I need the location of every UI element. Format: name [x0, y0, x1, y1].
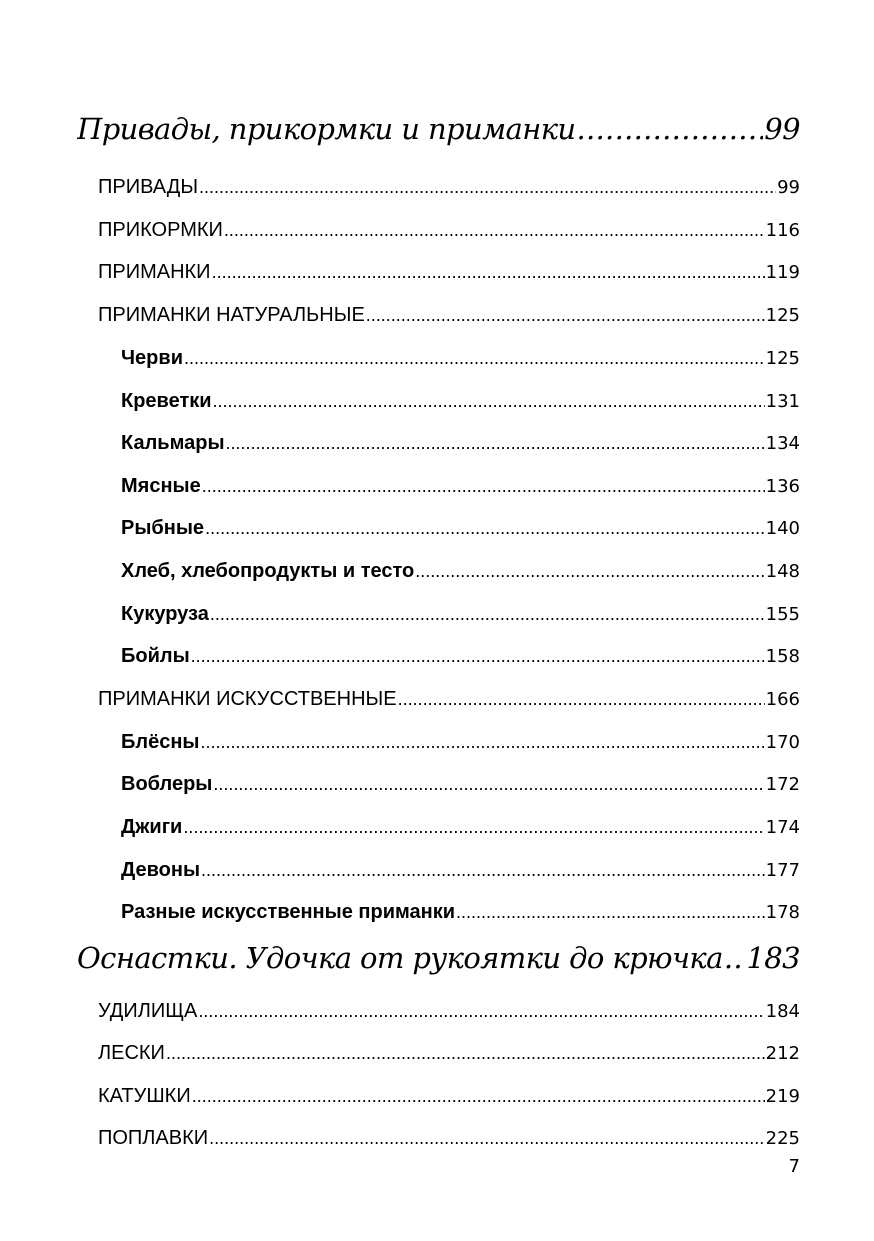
- toc-subsection-entry[interactable]: [121, 603, 800, 626]
- toc-subsection-entry[interactable]: [121, 475, 800, 498]
- toc-entry-page: 170: [765, 732, 800, 753]
- toc-section-entry[interactable]: [98, 176, 800, 199]
- dot-leader: [213, 391, 765, 412]
- dot-leader: [224, 220, 765, 241]
- dot-leader: [398, 689, 765, 710]
- toc-chapter-entry[interactable]: [77, 941, 800, 975]
- toc-entry-title: Мясные: [121, 475, 201, 497]
- toc-entry-title: ПРИВАДЫ: [98, 176, 199, 198]
- toc-entry-page: 166: [765, 689, 800, 710]
- toc-entry-title: Разные искусственные приманки: [121, 901, 456, 923]
- toc-entry-page: 99: [777, 177, 800, 198]
- toc-entry-page: 177: [765, 860, 800, 881]
- toc-entry-page: 140: [765, 518, 800, 539]
- toc-entry-page: 116: [765, 220, 800, 241]
- toc-subsection-entry[interactable]: [121, 390, 800, 413]
- toc-entry-title: Черви: [121, 347, 183, 369]
- toc-entry-title: ПОПЛАВКИ: [98, 1127, 209, 1149]
- toc-entry-page: 184: [765, 1001, 800, 1022]
- toc-entry-page: 125: [765, 348, 800, 369]
- toc-entry-title: ПРИМАНКИ ИСКУССТВЕННЫЕ: [98, 688, 397, 710]
- toc-entry-page: 183: [746, 941, 800, 975]
- dot-leader: [191, 646, 765, 667]
- toc-entry-page: 219: [765, 1086, 800, 1107]
- dot-leader: [183, 817, 764, 838]
- toc-entry-title: Девоны: [121, 859, 201, 881]
- dot-leader: [199, 177, 776, 198]
- toc-entry-title: ПРИМАНКИ: [98, 261, 211, 283]
- toc-subsection-entry[interactable]: [121, 731, 800, 754]
- toc-subsection-entry[interactable]: [121, 901, 800, 924]
- toc-entry-title: Воблеры: [121, 773, 213, 795]
- toc-entry-page: 174: [765, 817, 800, 838]
- dot-leader: [210, 604, 765, 625]
- dot-leader: [166, 1043, 765, 1064]
- toc-entry-page: 148: [765, 561, 800, 582]
- toc-entry-page: 172: [765, 774, 800, 795]
- dot-leader: [212, 262, 765, 283]
- toc-entry-page: 158: [765, 646, 800, 667]
- toc-entry-title: УДИЛИЩА: [98, 1000, 198, 1022]
- toc-entry-title: Блёсны: [121, 731, 200, 753]
- toc-entry-title: Кальмары: [121, 432, 225, 454]
- toc-entry-title: Хлеб, хлебопродукты и тесто: [121, 560, 415, 582]
- dot-leader: [415, 561, 764, 582]
- dot-leader: [577, 112, 764, 146]
- toc-entry-page: 136: [765, 476, 800, 497]
- toc-entry-title: Джиги: [121, 816, 183, 838]
- toc-section-entry[interactable]: [98, 304, 800, 327]
- dot-leader: [209, 1128, 765, 1149]
- toc-entry-page: 225: [765, 1128, 800, 1149]
- dot-leader: [184, 348, 765, 369]
- toc-entry-title: Рыбные: [121, 517, 205, 539]
- toc-subsection-entry[interactable]: [121, 645, 800, 668]
- toc-section-entry[interactable]: [98, 688, 800, 711]
- dot-leader: [213, 774, 764, 795]
- dot-leader: [724, 941, 746, 975]
- toc-entry-title: ЛЕСКИ: [98, 1042, 165, 1064]
- dot-leader: [198, 1001, 764, 1022]
- toc-entry-page: 119: [765, 262, 800, 283]
- toc-entry-page: 125: [765, 305, 800, 326]
- dot-leader: [202, 476, 765, 497]
- toc-entry-page: 134: [765, 433, 800, 454]
- toc-section-entry[interactable]: [98, 219, 800, 242]
- toc-subsection-entry[interactable]: [121, 859, 800, 882]
- toc-section-entry[interactable]: [98, 1042, 800, 1065]
- toc-subsection-entry[interactable]: [121, 432, 800, 455]
- toc-section-entry[interactable]: [98, 1085, 800, 1108]
- toc-entry-title: Бойлы: [121, 645, 190, 667]
- page-number: 7: [788, 1156, 800, 1177]
- toc-section-entry[interactable]: [98, 1127, 800, 1150]
- toc-entry-title: ПРИКОРМКИ: [98, 219, 223, 241]
- toc-section-entry[interactable]: [98, 261, 800, 284]
- toc-subsection-entry[interactable]: [121, 773, 800, 796]
- dot-leader: [192, 1086, 765, 1107]
- dot-leader: [201, 732, 765, 753]
- toc-entry-title: ПРИМАНКИ НАТУРАЛЬНЫЕ: [98, 304, 365, 326]
- toc-entry-page: 178: [765, 902, 800, 923]
- toc-entry-page: 99: [764, 112, 800, 146]
- dot-leader: [201, 860, 765, 881]
- toc-subsection-entry[interactable]: [121, 517, 800, 540]
- toc-entry-page: 212: [765, 1043, 800, 1064]
- toc-entry-page: 131: [765, 391, 800, 412]
- toc-entry-title: Креветки: [121, 390, 212, 412]
- toc-chapter-entry[interactable]: [77, 112, 800, 146]
- dot-leader: [366, 305, 765, 326]
- toc-entry-title: Кукуруза: [121, 603, 209, 625]
- dot-leader: [456, 902, 765, 923]
- toc-entry-page: 155: [765, 604, 800, 625]
- dot-leader: [226, 433, 765, 454]
- toc-subsection-entry[interactable]: [121, 816, 800, 839]
- toc-section-entry[interactable]: [98, 1000, 800, 1023]
- dot-leader: [205, 518, 765, 539]
- toc-entry-title: Оснастки. Удочка от рукоятки до крючка: [77, 941, 723, 975]
- toc-entry-title: КАТУШКИ: [98, 1085, 191, 1107]
- toc-subsection-entry[interactable]: [121, 560, 800, 583]
- toc-entry-title: Привады, прикормки и приманки: [77, 112, 576, 146]
- toc-subsection-entry[interactable]: [121, 347, 800, 370]
